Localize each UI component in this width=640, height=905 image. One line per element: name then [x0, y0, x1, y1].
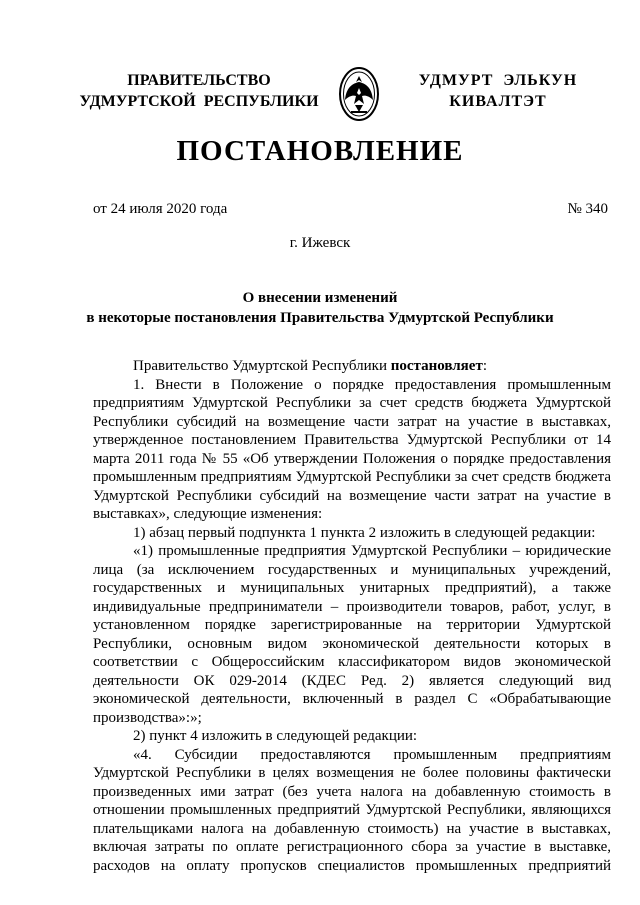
- document-date: от 24 июля 2020 года: [93, 201, 228, 217]
- document-type-title: ПОСТАНОВЛЕНИЕ: [176, 135, 464, 167]
- government-name-line2: УДМУРТСКОЙ РЕСПУБЛИКИ: [79, 93, 319, 110]
- document-city: г. Ижевск: [289, 235, 351, 251]
- document-number: № 340: [567, 201, 608, 217]
- intro-text: Правительство Удмуртской Республики: [133, 358, 391, 374]
- government-name-line1: ПРАВИТЕЛЬСТВО: [127, 72, 271, 89]
- subject-line1: О внесении изменений: [242, 290, 398, 306]
- intro-bold-verb: постановляет: [390, 358, 483, 374]
- document-body: [93, 357, 611, 875]
- document-header: [0, 66, 640, 126]
- document-subject: [0, 288, 640, 328]
- udmurt-name-line2: КИВАЛТЭТ: [449, 93, 547, 110]
- subject-line2: в некоторые постановления Правительства Удмуртской Республики: [86, 310, 554, 326]
- paragraph-4: 2) пункт 4 изложить в следующей редакции:: [133, 728, 418, 744]
- paragraph-3: «1) промышленные предприятия Удмуртской Республики – юридические лица (за исключением государственных и муниципальных учреждений, государственных и муниципальных унитарных предприятий), а также индивидуальные предприниматели – производители товаров, работ, услуг, в установленном порядке зарегистрированные на территории Удмуртской Республики, основным видом экономической деятельности которых в соответствии с Общероссийским классификатором видов экономической деятельности ОК 029-2014 (КДЕС Ред. 2) является следующий вид экономической деятельности, включенный в раздел С «Обрабатывающие производства»:»;: [93, 543, 611, 726]
- udmurt-name-line1: УДМУРТ ЭЛЬКУН: [418, 72, 578, 89]
- intro-paragraph: [93, 357, 611, 376]
- intro-colon: :: [482, 358, 487, 374]
- government-name-russian: [74, 70, 324, 112]
- paragraph-5: «4. Субсидии предоставляются промышленным предприятиям Удмуртской Республики в целях возмещения не более половины фактически произведенных ими затрат (без учета налога на добавленную стоимость в отношении промышленных предприятий Удмуртской Республики, являющихся плательщиками налога на добавленную стоимость) на участие в выставках, включая затраты по оплате регистрационного сбора за участие в выставке, расходов на оплату пропусков специалистов промышленных предприятий: [93, 746, 611, 874]
- paragraph-2: 1) абзац первый подпункта 1 пункта 2 изложить в следующей редакции:: [133, 524, 596, 541]
- coat-of-arms-icon: [338, 66, 380, 122]
- paragraph-1: 1. Внести в Положение о порядке предоставления промышленным предприятиям Удмуртской Республики за счет средств бюджета Удмуртской Республики субсидий на возмещение части затрат на участие в выставках, утвержденное постановлением Правительства Удмуртской Республики от 14 марта 2011 года № 55 «Об утверждении Положения о порядке предоставления промышленным предприятиям Удмуртской Республики за счет средств бюджета Удмуртской Республики субсидий на возмещение части затрат на участие в выставках», следующие изменения:: [93, 376, 611, 522]
- government-name-udmurt: [418, 70, 578, 112]
